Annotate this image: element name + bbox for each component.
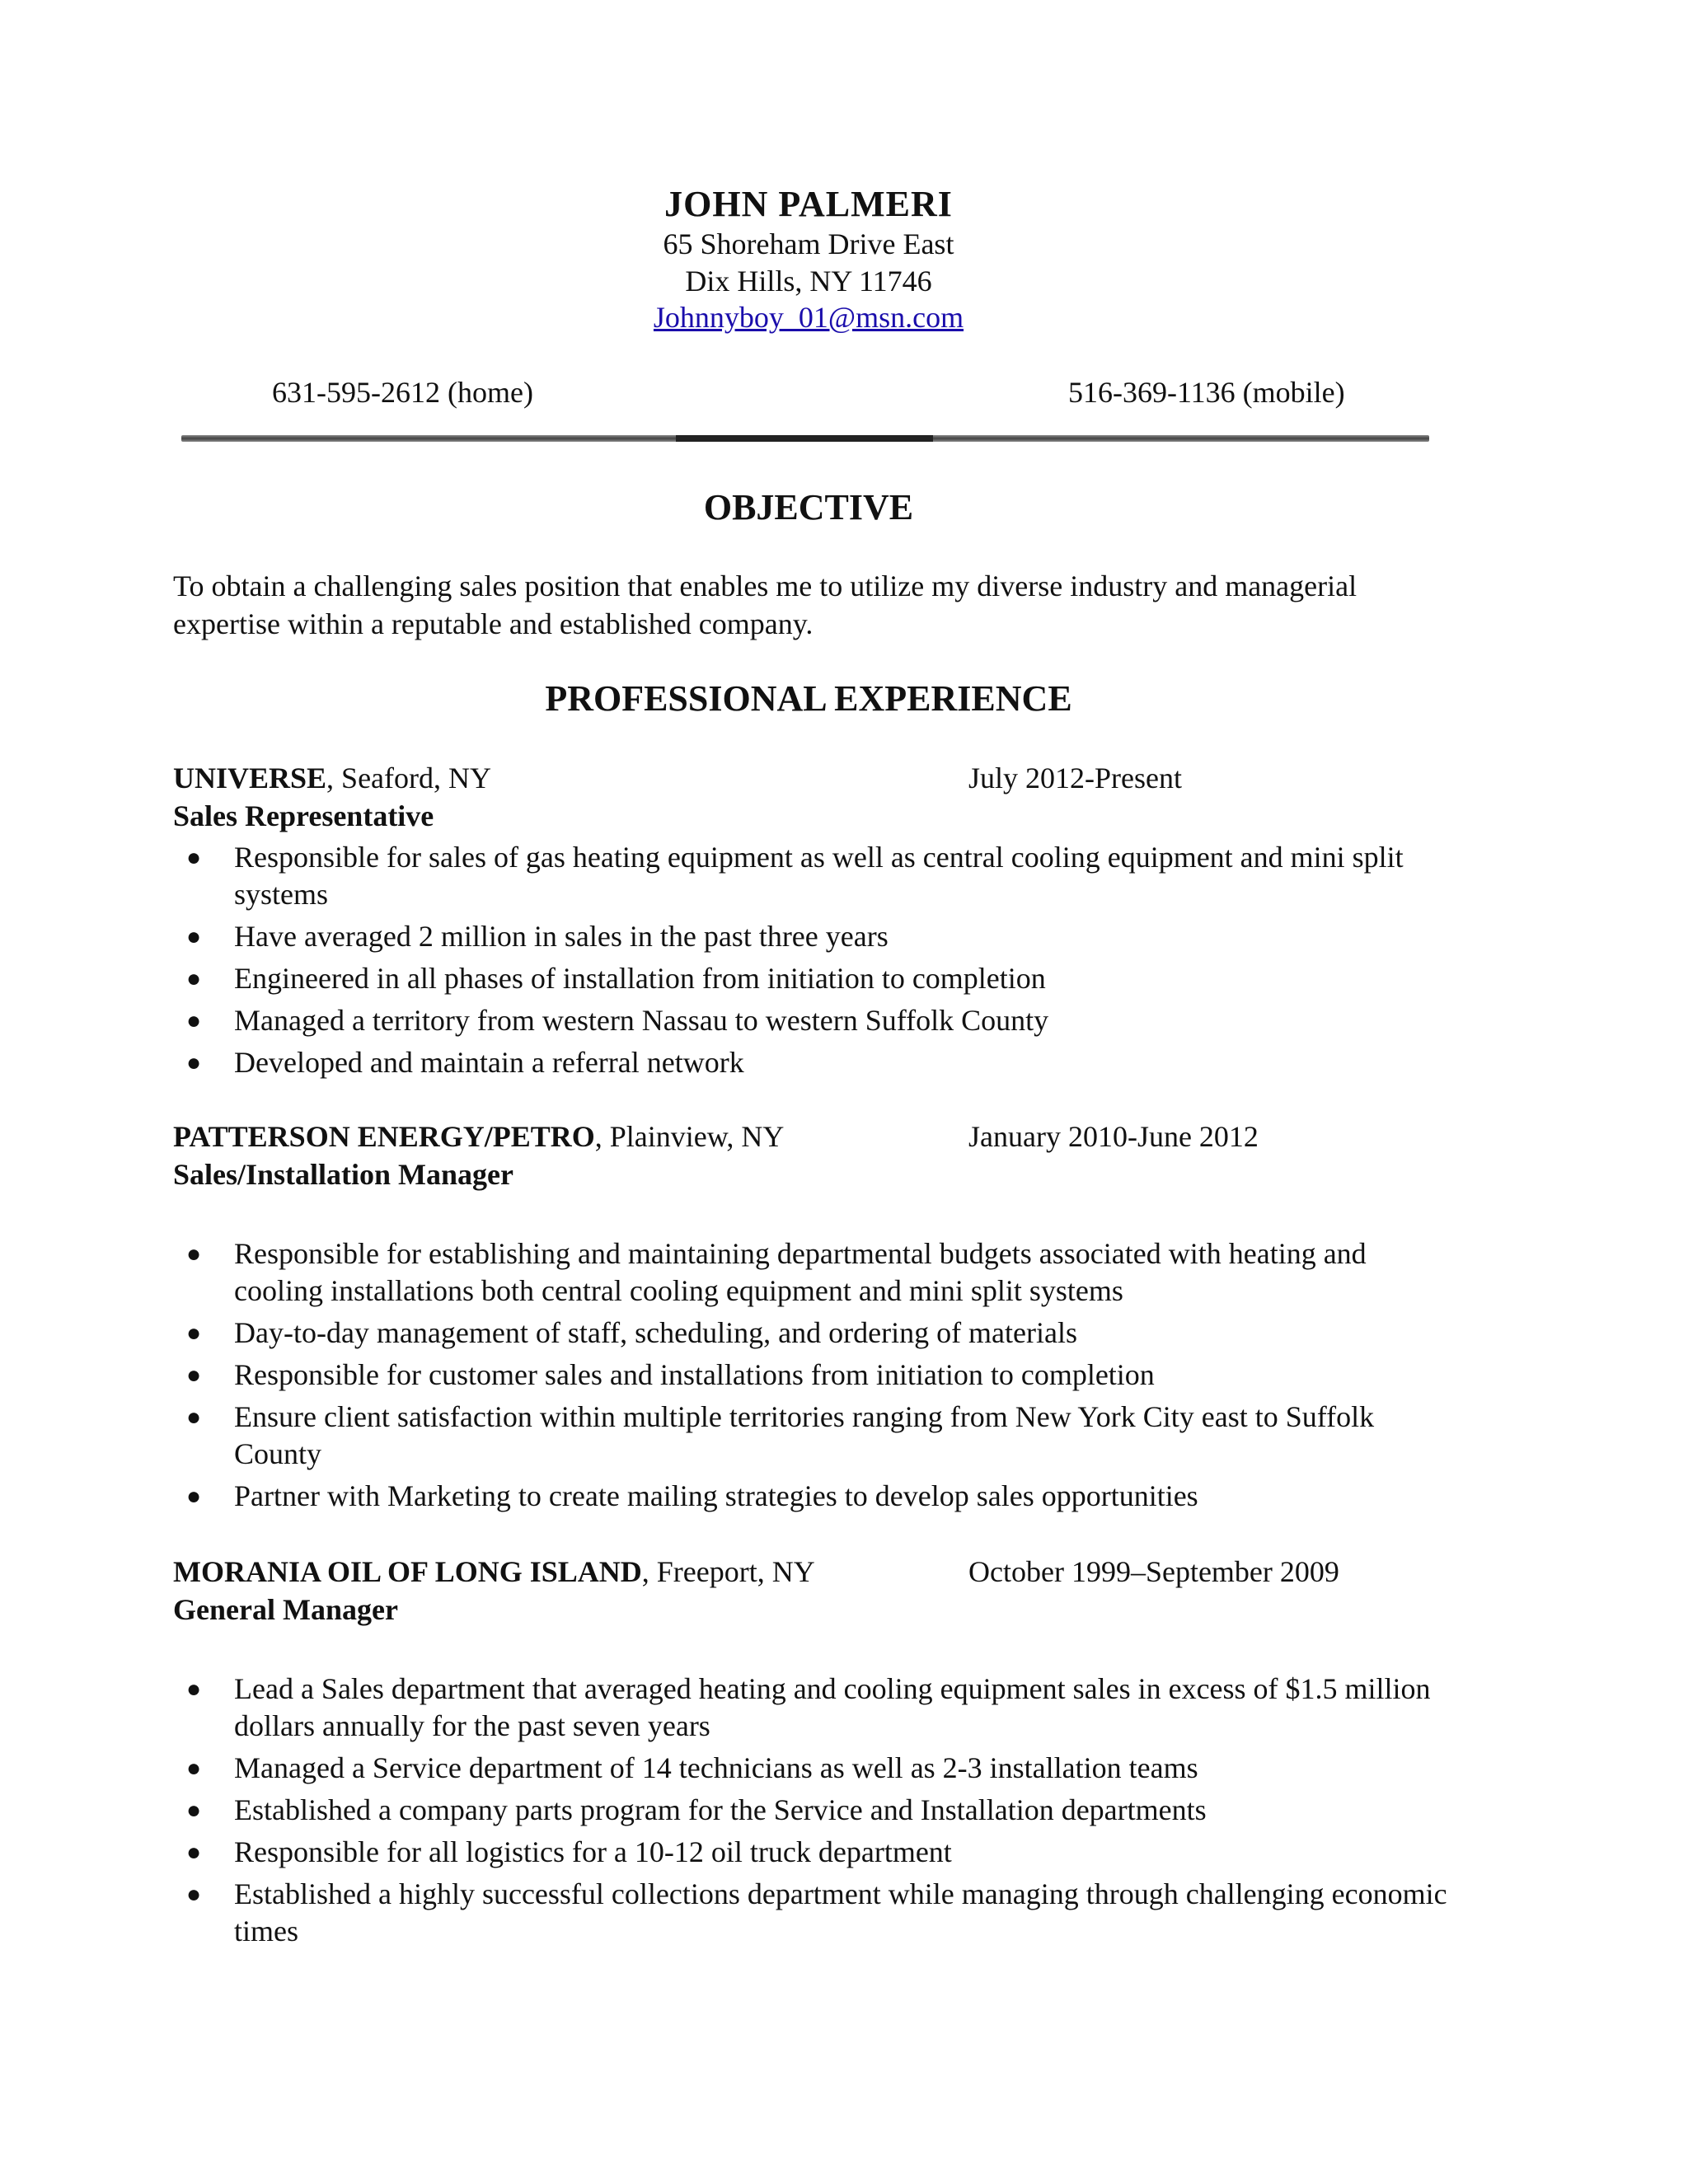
company-name: UNIVERSE	[173, 762, 327, 794]
job-entry-universe	[173, 758, 1459, 1086]
job-bullets	[173, 1671, 1459, 1950]
bullet-icon: ●	[186, 1839, 202, 1866]
bullet-item: ● Responsible for customer sales and installations from initiation to completion	[173, 1357, 1459, 1394]
header-divider-accent	[676, 435, 933, 442]
bullet-icon: ●	[186, 1049, 202, 1076]
job-title: General Manager	[173, 1593, 398, 1626]
bullet-icon: ●	[186, 1881, 202, 1908]
job-title: Sales Representative	[173, 799, 434, 832]
address-line-1: 65 Shoreham Drive East	[663, 227, 954, 260]
bullet-item: ● Managed a Service department of 14 technicians as well as 2-3 installation teams	[173, 1750, 1459, 1787]
bullet-icon: ●	[186, 1755, 202, 1782]
job-bullets	[173, 839, 1459, 1081]
bullet-icon: ●	[186, 844, 202, 871]
phone-mobile: 516-369-1136 (mobile)	[1068, 376, 1345, 409]
job-dates: October 1999–September 2009	[968, 1555, 1339, 1588]
job-dates: July 2012-Present	[968, 762, 1182, 794]
email-row	[0, 300, 1617, 335]
experience-heading: PROFESSIONAL EXPERIENCE	[545, 678, 1072, 719]
email-link[interactable]: Johnnyboy_01@msn.com	[653, 301, 964, 334]
company-location: , Seaford, NY	[326, 762, 491, 794]
company-name: PATTERSON ENERGY/PETRO	[173, 1120, 595, 1153]
job-entry-patterson	[173, 1117, 1459, 1520]
job-title: Sales/Installation Manager	[173, 1158, 514, 1191]
company-location: , Freeport, NY	[641, 1555, 815, 1588]
company-name: MORANIA OIL OF LONG ISLAND	[173, 1555, 642, 1588]
job-dates: January 2010-June 2012	[968, 1120, 1259, 1153]
bullet-icon: ●	[186, 1240, 202, 1268]
job-header	[173, 1117, 1459, 1156]
job-bullets	[173, 1235, 1459, 1515]
bullet-item: ● Day-to-day management of staff, scheduling, and ordering of materials	[173, 1315, 1459, 1352]
bullet-item: ● Lead a Sales department that averaged heating and cooling equipment sales in excess of $1.5 million dollars annually for the past seven years	[186, 1672, 1431, 1742]
bullet-item: ● Established a company parts program for the Service and Installation departments	[173, 1792, 1459, 1829]
job-header	[173, 758, 1459, 798]
bullet-icon: ●	[186, 1797, 202, 1824]
objective-text: To obtain a challenging sales position that enables me to utilize my diverse industry and managerial expertise within a reputable and established company.	[173, 569, 1357, 640]
bullet-item: ● Ensure client satisfaction within multiple territories ranging from New York City east to Suffolk County	[186, 1400, 1375, 1470]
bullet-item: ● Established a highly successful collections department while managing through challenging economic times	[186, 1877, 1447, 1947]
bullet-item: ● Responsible for sales of gas heating equipment as well as central cooling equipment and mini split systems	[186, 841, 1404, 911]
bullet-item: ● Responsible for establishing and maintaining departmental budgets associated with heating and cooling installations both central cooling equipment and mini split systems	[186, 1237, 1367, 1307]
bullet-icon: ●	[186, 1319, 202, 1347]
objective-heading: OBJECTIVE	[703, 487, 914, 527]
bullet-icon: ●	[186, 965, 202, 992]
bullet-icon: ●	[186, 923, 202, 950]
candidate-name: JOHN PALMERI	[664, 184, 953, 224]
job-entry-morania	[173, 1552, 1459, 1955]
bullet-icon: ●	[186, 1361, 202, 1389]
bullet-item: ● Engineered in all phases of installation from initiation to completion	[173, 960, 1459, 997]
bullet-icon: ●	[186, 1404, 202, 1431]
phone-home: 631-595-2612 (home)	[272, 376, 533, 409]
bullet-item: ● Partner with Marketing to create mailing strategies to develop sales opportunities	[173, 1478, 1459, 1515]
bullet-icon: ●	[186, 1483, 202, 1510]
company-location: , Plainview, NY	[594, 1120, 785, 1153]
bullet-icon: ●	[186, 1675, 202, 1703]
bullet-icon: ●	[186, 1007, 202, 1034]
bullet-item: ● Have averaged 2 million in sales in the past three years	[173, 918, 1459, 955]
bullet-item: ● Developed and maintain a referral network	[173, 1044, 1459, 1081]
bullet-item: ● Managed a territory from western Nassau to western Suffolk County	[173, 1002, 1459, 1039]
bullet-item: ● Responsible for all logistics for a 10-12 oil truck department	[173, 1834, 1459, 1871]
job-header	[173, 1552, 1459, 1591]
address-line-2: Dix Hills, NY 11746	[685, 265, 932, 298]
